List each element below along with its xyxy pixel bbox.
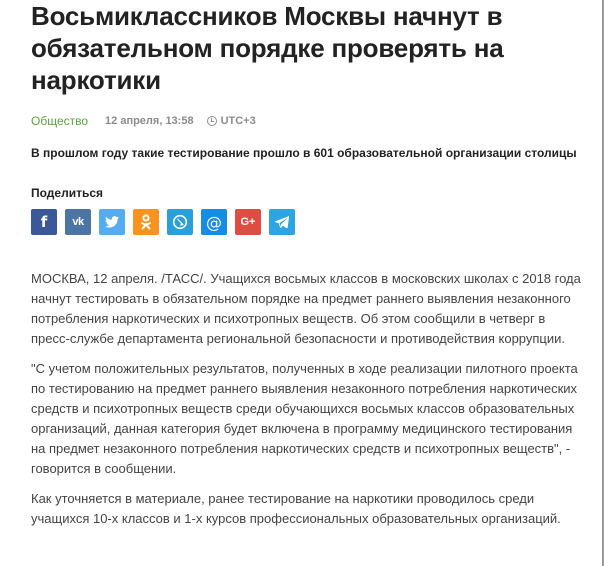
article-paragraph: МОСКВА, 12 апреля. /ТАСС/. Учащихся восьмых классов в московских школах с 2018 года начнут тестировать в обязательном порядке на предмет раннего выявления незаконного потребления наркотических и психотропных веществ. Об этом сообщили в четверг в пресс-службе департамента региональной безопасности и противодействия коррупции. — [31, 271, 581, 346]
article-body — [31, 269, 586, 529]
clock-icon — [207, 116, 217, 126]
article-paragraph: Как уточняется в материале, ранее тестирование на наркотики проводилось среди учащихся 10-х классов и 1-х курсов профессиональных образовательных организаций. — [31, 491, 561, 526]
share-vk-button[interactable] — [65, 209, 91, 235]
share-odnoklassniki-button[interactable] — [133, 209, 159, 235]
share-label: Поделиться — [31, 186, 104, 200]
article-title: Восьмиклассников Москвы начнут в обязательном порядке проверять на наркотики — [31, 1, 504, 95]
article-meta — [31, 113, 579, 129]
share-twitter-button[interactable] — [99, 209, 125, 235]
share-facebook-button[interactable] — [31, 209, 57, 235]
timezone-label: UTC+3 — [220, 115, 256, 127]
share-livejournal-button[interactable] — [167, 209, 193, 235]
article — [31, 0, 579, 539]
share-googleplus-button[interactable] — [235, 209, 261, 235]
share-buttons — [31, 209, 579, 235]
facebook-icon: f — [40, 213, 48, 231]
google-plus-icon: G+ — [240, 216, 256, 228]
livejournal-icon — [172, 214, 188, 230]
share-telegram-button[interactable] — [269, 209, 295, 235]
telegram-icon — [275, 216, 289, 228]
mail-at-icon: @ — [206, 212, 222, 232]
odnoklassniki-icon — [140, 214, 152, 230]
rubric-link[interactable]: Общество — [31, 114, 89, 128]
article-paragraph: "С учетом положительных результатов, полученных в ходе реализации пилотного проекта по тестированию на предмет раннего выявления незаконного потребления наркотических средств и психотропных веществ среди обучающихся восьмых классов образовательных организаций, данная категория будет включена в программу медицинского тестирования на предмет незаконного потребления наркотических средств и психотропных веществ", - говорится в сообщении. — [31, 361, 578, 476]
share-mailru-button[interactable] — [201, 209, 227, 235]
publish-date: 12 апреля, 13:58 — [105, 115, 194, 127]
article-lead: В прошлом году такие тестирование прошло в 601 образовательной организации столицы — [31, 146, 577, 160]
vk-icon: vk — [72, 216, 84, 228]
twitter-icon — [105, 216, 119, 228]
